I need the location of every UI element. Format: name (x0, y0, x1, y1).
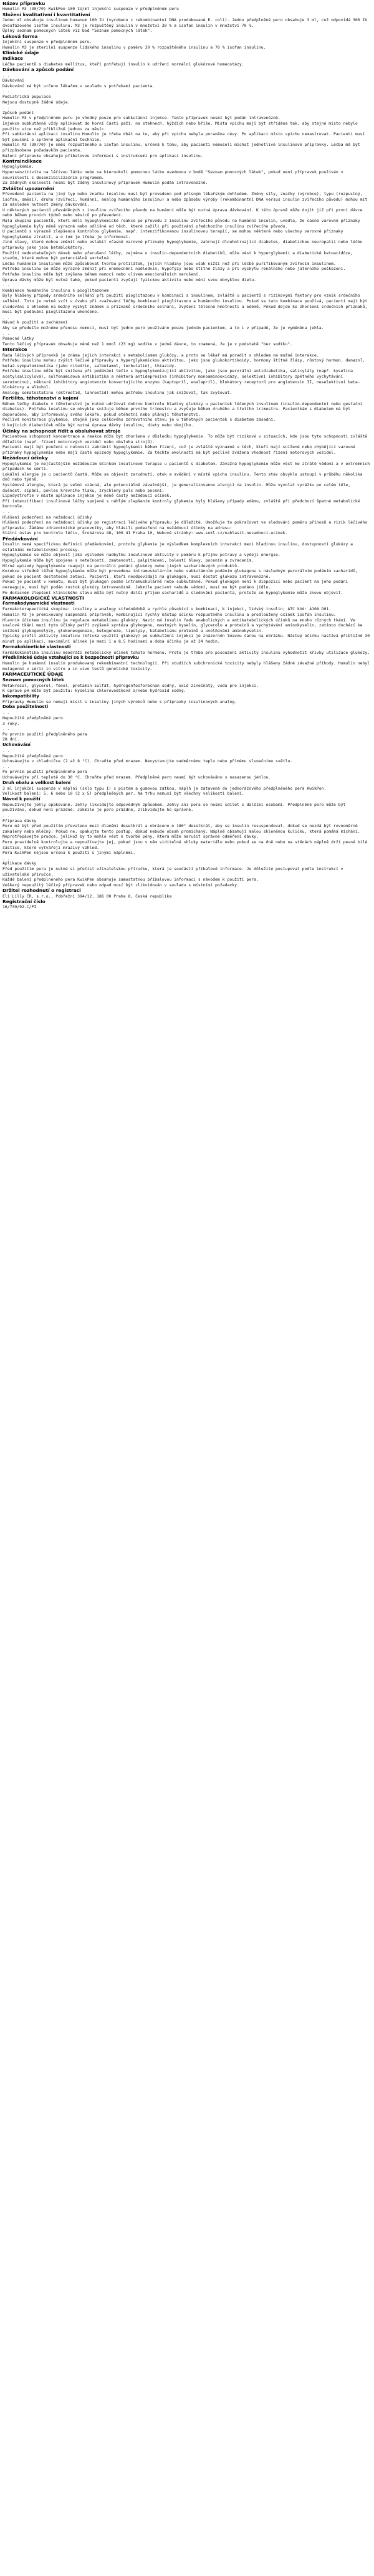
paragraph: Použití nedostatečných dávek nebo přerušení léčby, zejména u insulin-dependentních diabetiků, může vést k hyperglykemii a diabetické ketoacidóze, stavům, které mohou být potenciálně smrtelné. (2, 250, 355, 261)
paragraph: Potřeba insulinu může být zvýšena během nemoci nebo vlivem emocionálních narušení. (2, 272, 201, 277)
section-heading: Držitel rozhodnutí o registraci (2, 888, 81, 894)
paragraph: Kombinace humánního insulinu s pioglitazonem (2, 287, 109, 293)
paragraph: Analogy somatostatinu (oktreotid, lanreotid) mohou potřebu insulinu jak snižovat, tak zvyšovat. (2, 390, 233, 395)
separator-dots: . . (2, 726, 10, 732)
paragraph: Mírné epizody hypoglykemie reagují na perorální podání glukózy nebo jiných sacharidových produktů. (2, 563, 239, 568)
paragraph: Při subkutánní aplikaci insulinu Humulin je třeba dbát na to, aby při vpichu nebyla poraněna cévy. Po aplikaci místo vpichu nemasírovat. Pacienti musí být poučeni o správné aplikační technice. (2, 132, 368, 142)
paragraph: Pacientova schopnost koncentrace a reakce může být zhoršena v důsledku hypoglykemie. To může být rizikové v situacích, kde jsou tyto schopnosti zvláště důležité (např. řízení motorových vozidel nebo obsluha strojů). (2, 433, 370, 444)
paragraph: Balení přípravku obsahuje příbalovou informaci s instrukcemi pro aplikaci insulinu. (2, 153, 203, 158)
paragraph: Potřebu insulinu mohou zvýšit léčivé přípravky s hyperglykemickou aktivitou, jako jsou glukokortikoidy, hormony štítné žlázy, růstový hormon, danazol, beta2-sympatomimetika (jako ritodrin, salbutamol, terbutalin), thiazidy. (2, 358, 368, 368)
subsection-heading: Indikace (2, 55, 23, 61)
paragraph: 3 roky. (2, 721, 20, 726)
paragraph: Humulin je humánní insulin produkovaný rekombinantní technologií. Při studiích subchronické toxicity nebyly hlášeny žádné závažné příhody. Humulin nebyl mutagenní v sérii in vitro a in vivo testů genetické toxicity. (2, 661, 372, 671)
paragraph: Úprava dávky může být nutná také, pokud pacienti zvyšují fyzickou aktivitu nebo mění svou obvyklou dietu. (2, 277, 256, 282)
subsection-heading: Farmakodynamické vlastnosti (2, 601, 75, 606)
paragraph: Pomocné látky (2, 336, 34, 342)
paragraph: Hypoglykemie se může objevit jako výsledek nadbytku insulinové aktivity v poměru k příjmu potravy a výdeji energie. (2, 552, 280, 558)
section-heading: Dávkování a způsob podání (2, 67, 74, 73)
separator-dots: . . (2, 282, 10, 288)
paragraph: Hlášení podezření na nežádoucí účinky po registraci léčivého přípravku je důležité. Umožňuje to pokračovat ve sledování poměru přínosů a rizik léčivého přípravku. Žádáme zdravotnické pracovníky, aby hlásili podezření na nežádoucí účinky na adresu: (2, 520, 370, 530)
paragraph: Uchovávejte v chladničce (2 až 8 °C). Chraňte před mrazem. Nevystavujte nadměrnému teplu nebo přímému slunečnímu světlu. (2, 759, 293, 764)
paragraph: Veškerý nepoužitý léčivý přípravek nebo odpad musí být zlikvidován v souladu s místními požadavky. (2, 882, 239, 888)
paragraph: Převedení pacienta na jiný typ nebo značku insulinu musí být provedeno pod přísným lékařským dohledem. Změny síly, značky (výrobce), typu (rozpustný, isofan, směsi), druhu (zvířecí, humánní, analog humánního insulinu) a nebo způsobu výroby (rekombinantní DNA versus insulin zvířecího původu) mohou mít za následek nutnost změny dávkování. (2, 191, 370, 208)
separator-dots: . . (2, 855, 10, 861)
section-heading: Zvláštní upozornění (2, 185, 54, 191)
paragraph: Humulin M3 je premixovaný suspenzní přípravek, kombinující rychlý nástup účinku rozpustného insulinu a prodloužený účinek isofan insulinu. (2, 612, 336, 618)
subsection-heading: Uchovávání (2, 742, 31, 748)
paragraph: Hypoglykemie. (2, 164, 34, 170)
paragraph: Typický profil aktivity insulinu (křivka využití glukózy) po subkutánní injekci je znázorněn tmavou čarou na obrázku. Nástup účinku nastává přibližně 30 minut po aplikaci, maximální účinek je mezi 1 a 8,5 hodinami a doba účinku je až 24 hodin. (2, 633, 372, 644)
paragraph: Pečlivá monitorace glykemie, stejně jako celkového zdravotního stavu je u těhotných pacientek s diabetem zásadní. (2, 417, 276, 423)
paragraph: Humulin M3 je sterilní suspenze lidského insulinu v poměru 30 % rozpuštěného insulinu a 70 % isofan insulinu. (2, 44, 266, 50)
paragraph: Léčba pacientů s diabetes mellitus, kteří potřebují insulin k udržení normální glukózové homeostázy. (2, 61, 244, 67)
separator-dots: . . (2, 105, 10, 110)
paragraph: Návod k použití a zacházení (2, 320, 68, 325)
paragraph: Za žádných okolností nesmí být žádný insulinový přípravek Humulin podán intravenózně. (2, 180, 208, 186)
paragraph: Jiné stavy, které mohou změnit nebo oslabit včasné varovné příznaky hypoglykemie, zahrnují dlouhotrvající diabetes, diabetickou neuropatii nebo léčbu přípravky jako jsou betablokátory. (2, 239, 365, 251)
document (0, 0, 374, 910)
document-title: Název přípravku (2, 1, 46, 6)
paragraph: Systémová alergie, která je velmi vzácná, ale potenciálně závažnější, je generalizovanou alergií na insulin. Může vyvolat vyrážku po celém těle, dušnost, sípání, pokles krevního tlaku, zrychlený puls nebo pocení. (2, 482, 353, 493)
paragraph: Lipodystrofie v místě aplikace injekce je méně častý nežádoucí účinek. (2, 493, 172, 499)
subsection-heading: Farmakokinetické vlastnosti (2, 644, 71, 649)
paragraph: Pera KwikPen nejsou určena k použití s jinými náplněmi. (2, 850, 136, 856)
paragraph: Přípravky Humulin se nemají mísit s insuliny jiných výrobců nebo s přípravky insulinových analog. (2, 699, 237, 704)
paragraph: Po prvním použití předplněného pera (2, 731, 87, 737)
paragraph: Farmakoterapeutická skupina: insuliny a analogy střednědobě a rychle působící v kombinaci, k injekci, lidský insulin; ATC kód: A10A D01. (2, 606, 332, 612)
paragraph: Před použitím pera je nutné si přečíst uživatelskou příručku, která je součástí příbalové informace. Je důležité postupovat podle instrukcí v uživatelské příručce. (2, 866, 346, 877)
paragraph: Po prvním použití předplněného pera (2, 769, 87, 775)
document-body (2, 6, 372, 910)
section-heading: FARMACEUTICKÉ ÚDAJE (2, 671, 64, 678)
paragraph: Lokální alergie je u pacientů častá. Může se objevit zarudnutí, otok a svědění v místě vpichu insulinu. Tento stav obvykle ustoupí v průběhu několika dnů nebo týdnů. (2, 471, 365, 482)
section-heading: Fertilita, těhotenství a kojení (2, 395, 79, 401)
paragraph: Pero má být před použitím převaleno mezi dlaněmi desetkrát a obráceno o 180° desetkrát, aby se insulin resuspendoval, dokud se nezdá být rovnoměrně zakalený nebo mléčný. Pokud ne, opakujte tento postup, dokud nebude obsah promíchaný. Náplně obsahují malou skleněnou kuličku, která pomáhá míchání. Neprotřepávejte prudce, jelikož by to mohlo vést k tvorbě pěny, která může narušit správné odměření dávky. (2, 823, 363, 840)
paragraph: Nepoužité předplněné pero (2, 716, 63, 721)
paragraph: Příprava dávky (2, 818, 37, 823)
section-heading: Klinické údaje (2, 50, 39, 56)
subsection-heading: Seznam pomocných látek (2, 677, 64, 682)
paragraph: Hlášení podezření na nežádoucí účinky (2, 514, 92, 520)
separator-dots: . . (2, 72, 10, 78)
paragraph: Eli Lilly ČR, s.r.o., Pobřežní 394/12, 186 00 Praha 8, Česká republika (2, 893, 172, 899)
paragraph: Léčba humánním insulinem může způsobovat tvorbu protilátek, jejich hladiny jsou však nižší než při léčbě purifikovaným zvířecím insulinem. (2, 261, 336, 266)
section-heading: Předávkování (2, 535, 38, 542)
paragraph: Jeden ml obsahuje insulinum humanum 100 IU (vyrobeno z rekombinantní DNA produkované E. coli). Jedno předplněné pero obsahuje 3 ml, což odpovídá 300 IU dvoufázového isofan insulinu. M3 je rozpuštěný insulin v množství 30 % a isofan insulin v množství 70 %. (2, 17, 370, 28)
paragraph: Pediatrická populace (2, 94, 51, 100)
separator-dots: . . (2, 314, 10, 320)
separator-dots: . . (2, 330, 10, 336)
section-heading: Účinky na schopnost řídit a obsluhovat stroje (2, 428, 121, 434)
paragraph: Dávkování má být určeno lékařem v souladu s potřebami pacienta. (2, 83, 155, 89)
paragraph: 16/739/92-C/PI (2, 904, 37, 910)
paragraph: K úpravě pH může být použita: kyselina chlorovodíková a/nebo hydroxid sodný. (2, 688, 186, 694)
paragraph: Potřeba insulinu se může výrazně změnit při onemocnění nadledvin, hypofýzy nebo štítné žlázy a při výskytu renálního nebo jaterního poškození. (2, 266, 346, 272)
paragraph: 3 ml injekční suspenze v náplni (sklo typu I) s pístem a gumovou zátkou, náplň je zatavená do jednorázového předplněného pera KwikPen. (2, 785, 327, 791)
separator-dots: . . (2, 89, 10, 94)
section-heading: Nežádoucí účinky (2, 455, 48, 461)
section-heading: Složení kvalitativní i kvantitativní (2, 11, 90, 17)
paragraph: Humulin M3 v předplněném peru je vhodný pouze pro subkutánní injekce. Tento přípravek nesmí být podán intravenózně. (2, 115, 280, 121)
paragraph: Korekce středně těžké hypoglykemie může být provedena intramuskulárním nebo subkutánním podáním glukagonu s následným perorálním podáním sacharidů, pokud se pacient dostatečně zotaví. Pacienti, kteří neodpovídají na glukagon, musí dostat glukózu intravenózně. (2, 568, 360, 579)
separator-dots: . . (2, 509, 10, 514)
paragraph: Humulin M3 (30/70) KwikPen 100 IU/ml injekční suspenze v předplněném peru (2, 6, 179, 12)
paragraph: Hypoglykemie může být spojena s netečností, zmateností, palpitacemi, bolestí hlavy, pocením a zvracením. (2, 558, 254, 563)
paragraph: Injekce subkutánně vždy aplikovat do horní části paží, na stehnech, hýždích nebo břiše. Místa vpichu mají být střídána tak, aby stejné místo nebylo použito více než přibližně jednou za měsíc. (2, 120, 360, 132)
paragraph: Humulin M3 (30/70) je směs rozpuštěného a isofan insulinu, určená k tomu, aby pacienti nemuseli míchat jednotlivé insulinové přípravky. Léčba má být přizpůsobena požadavkům pacienta. (2, 142, 363, 153)
paragraph: Po dočasném zlepšení klinického stavu může být nutný další příjem sacharidů a sledování pacienta, protože se hypoglykemie může znovu objevit. (2, 590, 343, 595)
separator-dots: . . (2, 764, 10, 769)
subsection-heading: Doba použitelnosti (2, 704, 49, 710)
section-heading: Interakce (2, 347, 27, 353)
subsection-heading: Druh obalu a velikost balení (2, 780, 71, 785)
paragraph: Pero pravidelně kontrolujte a nepoužívejte jej, pokud jsou v něm viditelné shluky materiálu nebo pokud se na dně nebo na stěnách náplně drží pevné bílé částice, které vytvářejí mrazivý vzhled. (2, 839, 370, 850)
paragraph: Během léčby diabetu v těhotenství je nutné udržovat dobrou kontrolu hladiny glukózy u pacientek léčených insulinem (insulin-dependentní nebo gestační diabetes). Potřeba insulinu se obvykle snižuje během prvního trimestru a zvyšuje během druhého a třetího trimestru. Pacientkám s diabetem má být doporučeno, aby informovaly svého lékaře, pokud otěhotní nebo plánují těhotenství. (2, 401, 365, 417)
paragraph: Při intenzifikaci insulinové léčby spojené s náhlým zlepšením kontroly glykemie byly hlášeny případy edému, zvláště při předchozí špatné metabolické kontrole. (2, 498, 363, 509)
subsection-heading: Návod k použití (2, 796, 41, 802)
paragraph: Dávkování (2, 78, 24, 84)
paragraph: Pacienti mají být poučeni o nutnosti zabránit hypoglykemii během řízení, což je zvláště významné u těch, kteří mají snížené nebo chybějící varovné příznaky hypoglykemie nebo mají časté epizody hypoglykemie. Za těchto okolností má být pečlivě zvážena vhodnost řízení motorových vozidel. (2, 444, 358, 455)
paragraph: Hypoglykemie je nejčastějším nežádoucím účinkem insulinové terapie u pacientů s diabetem. Závažná hypoglykemie může vést ke ztrátě vědomí a v extrémních případech ke smrti. (2, 461, 372, 472)
paragraph: 28 dní. (2, 737, 20, 742)
paragraph: Metakresol, glycerol, fenol, protamin-sulfát, hydrogenfosforečnan sodný, oxid zinečnatý, voda pro injekci. (2, 682, 259, 688)
paragraph: Aplikace dávky (2, 861, 37, 866)
paragraph: Farmakokinetika insulinu neodráží metabolický účinek tohoto hormonu. Proto je třeba pro posouzení aktivity insulinu vyhodnotit křivky utilizace glukózy. (2, 649, 370, 655)
section-heading: Kontraindikace (2, 158, 42, 165)
subsection-heading: Předklinické údaje vztahující se k bezpečnosti přípravku (2, 655, 139, 661)
separator-dots: . . (2, 812, 10, 818)
paragraph: Aby se předešlo možnému přenosu nemocí, musí být jedno pero používáno pouze jedním pacientem, a to i v případě, že je vyměněna jehla. (2, 325, 324, 330)
paragraph: Potřeba insulinu může být snížena při podávání léčiv s hypoglykemizující aktivitou, jako jsou perorální antidiabetika, salicyláty (např. kyselina acetylsalicylová), sulfonamidová antibiotika a některá antidepresiva (inhibitory monoaminooxidázy, selektivní inhibitory zpětného vychytávání serotoninu), některé inhibitory angiotenzin konvertujícího enzymu (kaptopril, enalapril), blokátory receptorů pro angiotenzin II, neselektivní beta-blokátory a alkohol. (2, 368, 360, 390)
section-heading: Registrační číslo (2, 899, 46, 905)
section-heading: Léková forma (2, 33, 38, 39)
subsection-heading: Inkompatibility (2, 693, 39, 699)
paragraph: Hypersenzitivita na léčivou látku nebo na kteroukoli pomocnou látku uvedenou v bodě "Seznam pomocných látek", pokud není přípravek používán v souvislosti s desenzibilizačním programem. (2, 170, 346, 180)
paragraph: Každé balení předplněného pera KwikPen obsahuje samostatnou příbalovou informaci s návodem k použití pera. (2, 877, 259, 883)
paragraph: Nepoužívejte jehly opakovaně. Jehly likvidujte odpovědným způsobem. Jehly ani pera se nesmí sdílet s dalšími osobami. Předplněné pero může být používáno, dokud není prázdné. Jakmile je pero prázdné, zlikvidujte ho správně. (2, 802, 348, 813)
paragraph: Insulin nemá specifickou definici předávkování, protože glykemie je výsledkem komplexních interakcí mezi hladinou insulinu, dostupností glukózy a ostatními metabolickými procesy. (2, 542, 355, 552)
paragraph: U pacientů s výrazně zlepšenou kontrolou glykemie, např. intenzifikovanou insulinovou terapií, se mohou některé nebo všechny varovné příznaky hypoglykemie ztratit, a o tom je třeba je informovat. (2, 229, 346, 239)
paragraph: Tento léčivý přípravek obsahuje méně než 1 mmol (23 mg) sodíku v jedné dávce, to znamená, že je v podstatě "bez sodíku". (2, 341, 293, 347)
paragraph: Byly hlášeny případy srdečního selhání při použití pioglitazonu v kombinaci s insulinem, zvláště u pacientů s rizikovými faktory pro vznik srdečního selhání. Toto je nutné vzít v úvahu při zvažování léčby kombinací pioglitazonu a humánního insulinu. Pokud se tato kombinace používá, pacienti mají být sledováni s ohledem na možný výskyt známek a příznaků srdečního selhání, zvýšení tělesné hmotnosti a edémů. Pokud dojde ke zhoršení srdečních příznaků, musí být podávání pioglitazonu ukončeno. (2, 293, 370, 315)
separator-dots: . . (2, 710, 10, 716)
paragraph: Úplný seznam pomocných látek viz bod "Seznam pomocných látek". (2, 28, 153, 34)
paragraph: U některých pacientů převáděných z insulinu zvířecího původu na humánní může být nutná úprava dávkování. K této úpravě může dojít již při první dávce nebo během prvních týdnů nebo měsíců po převedení. (2, 207, 365, 218)
separator-dots: . . (2, 748, 10, 754)
paragraph: Uchovávejte při teplotě do 30 °C. Chraňte před mrazem. Předplněné pero nesmí být uchováváno s nasazenou jehlou. (2, 775, 271, 780)
paragraph: Injekční suspenze v předplněném peru. (2, 39, 92, 45)
section-heading: FARMAKOLOGICKÉ VLASTNOSTI (2, 595, 84, 601)
paragraph: Velikost balení: 5, 6 nebo 10 (2 x 5) předplněných per. Na trhu nemusí být všechny velikosti balení. (2, 791, 244, 797)
paragraph: Nepoužité předplněné pero (2, 753, 63, 759)
paragraph: Pokud je pacient v komatu, musí být glukagon podán intramuskulárně nebo subkutánně. Pokud glukagon není k dispozici nebo pacient na jeho podání nereaguje, musí být podán roztok glukózy intravenózně. Jakmile pacient nabude vědomí, musí mu být podáno jídlo. (2, 579, 351, 590)
paragraph: Nejsou dostupné žádné údaje. (2, 99, 70, 105)
paragraph: Způsob podání (2, 110, 34, 115)
paragraph: Hlavním účinkem insulinu je regulace metabolismu glukózy. Navíc má insulin řadu anabolických a antikatabolických účinků na mnoho různých tkání. Ve svalové tkáni mezi tyto účinky patří zvýšená syntéza glykogenu, mastných kyselin, glycerolu a proteinů a vychytávání aminokyselin, zatímco dochází ke snížení glykogenolýzy, glukoneogeneze, ketogeneze, lipolýzy, katabolismu proteinů a uvolňování aminokyselin. (2, 617, 365, 633)
paragraph: Státní ústav pro kontrolu léčiv, Šrobárova 48, 100 41 Praha 10, Webové stránky: www.sukl.cz/nahlasit-nezadouci-ucinek. (2, 530, 288, 536)
paragraph: Malá skupina pacientů, kteří měli hypoglykemické reakce po převodu z insulinu zvířecího původu na humánní insulin, uvedla, že časné varovné příznaky hypoglykemie byly méně výrazné nebo odlišné od těch, které zažili při používání předchozího insulinu zvířecího původu. (2, 218, 363, 229)
paragraph: Řada léčivých přípravků je známa jejich interakcí s metabolismem glukózy, a proto se lékař má poradit s ohledem na možné interakce. (2, 352, 319, 358)
paragraph: U kojících diabetiček může být nutná úprava dávky insulinu, diety nebo obojího. (2, 423, 194, 428)
